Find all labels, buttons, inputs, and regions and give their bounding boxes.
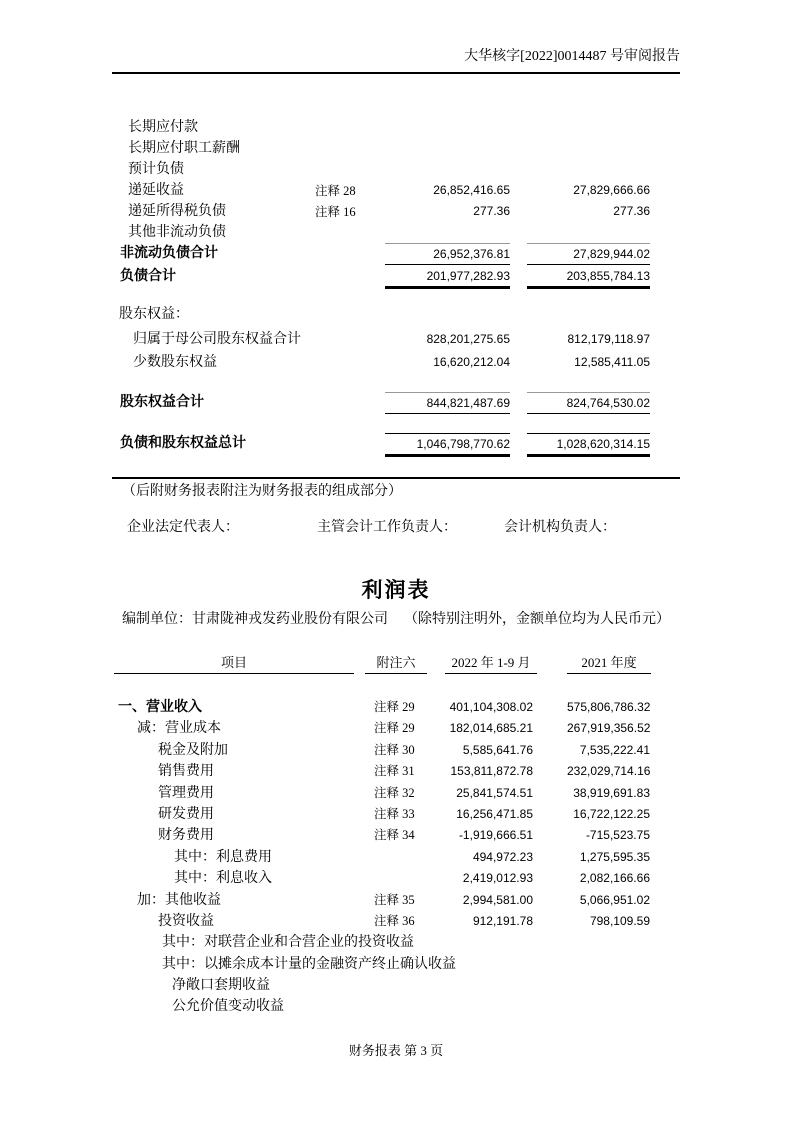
table-row (112, 740, 680, 761)
table-row (112, 868, 680, 889)
row-label: 负债和股东权益总计 (120, 436, 246, 451)
section-divider-rule (112, 477, 680, 479)
note-reference: 注释 36 (374, 913, 415, 928)
table-row (112, 975, 680, 996)
amount-2021: 16,722,122.25 (573, 806, 650, 821)
row-label: 预计负债 (128, 162, 184, 177)
document-reference-header: 大华核字[2022]0014487 号审阅报告 (112, 48, 680, 74)
row-label: 财务费用 (158, 828, 214, 844)
note-reference: 注释 31 (374, 764, 415, 779)
table-row (112, 117, 680, 139)
amount-col1: 16,620,212.04 (433, 355, 510, 369)
table-row (112, 761, 680, 782)
table-row (112, 352, 680, 374)
prepared-by: 编制单位：甘肃陇神戎发药业股份有限公司 (122, 612, 388, 627)
income-statement-title: 利润表 (361, 578, 431, 602)
row-label: 一、营业收入 (118, 700, 202, 715)
row-label: 其中：利息收入 (174, 871, 272, 887)
column-header-note: 附注六 (365, 653, 427, 674)
row-label: 投资收益 (158, 913, 214, 929)
amount-col2: 1,028,620,314.15 (527, 433, 650, 457)
table-row (112, 138, 680, 160)
row-label: 长期应付职工薪酬 (128, 141, 240, 156)
table-row (112, 697, 680, 718)
amount-col1: 844,821,487.69 (385, 392, 510, 414)
amount-col2: 27,829,944.02 (527, 243, 650, 265)
row-label: 股东权益合计 (120, 395, 204, 410)
table-row (112, 718, 680, 739)
row-label: 非流动负债合计 (120, 246, 218, 261)
note-reference: 注释 34 (374, 828, 415, 843)
table-row-subtotal (112, 243, 680, 265)
amount-col2: 203,855,784.13 (527, 266, 650, 289)
amount-2022: 401,104,308.02 (449, 700, 533, 714)
amount-2021: 232,029,714.16 (567, 764, 651, 779)
table-row (112, 954, 680, 975)
row-label: 少数股东权益 (133, 355, 217, 370)
amount-col2: 27,829,666.66 (573, 183, 650, 197)
signature-row (112, 517, 680, 539)
income-table-body (112, 697, 680, 1018)
amount-2022: 2,994,581.00 (462, 892, 533, 907)
row-label: 加：其他收益 (137, 892, 221, 908)
amount-col2: 812,179,118.97 (567, 332, 650, 346)
amount-col1: 26,952,376.81 (385, 243, 510, 265)
amount-col2: 277.36 (613, 204, 650, 218)
amount-2022: 25,841,574.51 (456, 785, 533, 800)
amount-2021: 5,066,951.02 (579, 892, 650, 907)
section-heading-row (112, 304, 680, 326)
row-label: 公允价值变动收益 (172, 999, 284, 1015)
table-row (112, 783, 680, 804)
section-heading: 股东权益： (119, 307, 189, 322)
amount-2021: 575,806,786.32 (567, 700, 651, 714)
row-label: 其中：利息费用 (174, 849, 272, 865)
row-label: 长期应付款 (128, 120, 198, 135)
amount-2022: 494,972.23 (472, 849, 533, 864)
table-row (112, 890, 680, 911)
table-row (112, 222, 680, 244)
column-header-2022: 2022 年 1-9 月 (445, 653, 537, 674)
amount-2021: 267,919,356.52 (567, 721, 651, 736)
row-label: 其他非流动负债 (128, 225, 226, 240)
table-row (112, 201, 680, 223)
amount-col1: 26,852,416.65 (433, 183, 510, 197)
amount-2021: 798,109.59 (589, 913, 650, 928)
income-table-header (112, 653, 680, 675)
note-reference: 注释 32 (374, 785, 415, 800)
row-label: 减：营业成本 (137, 721, 221, 737)
amount-2022: 153,811,872.78 (450, 764, 533, 779)
income-statement-meta-row (112, 609, 680, 631)
amount-col1: 277.36 (473, 204, 510, 218)
column-header-item: 项目 (114, 653, 354, 674)
amount-2022: 5,585,641.76 (462, 742, 533, 757)
row-label: 递延收益 (128, 183, 184, 198)
row-label: 负债合计 (120, 269, 176, 284)
table-row (112, 825, 680, 846)
amount-col1: 201,977,282.93 (385, 266, 510, 289)
table-row (112, 932, 680, 953)
table-row (112, 804, 680, 825)
amount-2021: 2,082,166.66 (579, 871, 650, 886)
page-footer: 财务报表 第 3 页 (348, 1043, 444, 1058)
note-reference: 注释 30 (374, 742, 415, 757)
table-row-total (112, 266, 680, 288)
amount-2022: 2,419,012.93 (462, 871, 533, 886)
row-label: 其中：以摊余成本计量的金融资产终止确认收益 (162, 956, 456, 972)
chief-accountant-label: 主管会计工作负责人： (317, 520, 457, 535)
legal-representative-label: 企业法定代表人： (127, 520, 239, 535)
row-label: 销售费用 (158, 764, 214, 780)
row-label: 其中：对联营企业和合营企业的投资收益 (162, 935, 414, 951)
row-label: 研发费用 (158, 806, 214, 822)
row-label: 归属于母公司股东权益合计 (133, 332, 301, 347)
amount-2022: 182,014,685.21 (449, 721, 533, 736)
table-row (112, 180, 680, 202)
note-reference: 注释 29 (374, 721, 415, 736)
amount-col2: 824,764,530.02 (527, 392, 650, 414)
amount-2021: -715,523.75 (585, 828, 650, 843)
table-row (112, 847, 680, 868)
amount-2022: -1,919,666.51 (458, 828, 533, 843)
table-row (112, 996, 680, 1017)
amount-col2: 12,585,411.05 (574, 355, 650, 369)
table-row (112, 329, 680, 351)
note-reference: 注释 28 (315, 184, 356, 198)
currency-note: （除特别注明外，金额单位均为人民币元） (404, 612, 670, 627)
amount-col1: 828,201,275.65 (426, 332, 510, 346)
note-reference: 注释 16 (315, 205, 356, 219)
amount-2021: 38,919,691.83 (573, 785, 650, 800)
note-reference: 注释 35 (374, 892, 415, 907)
row-label: 递延所得税负债 (128, 204, 226, 219)
amount-2021: 1,275,595.35 (579, 849, 650, 864)
amount-2022: 912,191.78 (472, 913, 533, 928)
amount-2021: 7,535,222.41 (579, 742, 650, 757)
column-header-2021: 2021 年度 (567, 653, 651, 674)
row-label: 税金及附加 (158, 742, 228, 758)
table-row (112, 159, 680, 181)
amount-2022: 16,256,471.85 (456, 806, 533, 821)
row-label: 净敞口套期收益 (172, 978, 270, 994)
table-row-grand-total (112, 433, 680, 455)
note-reference: 注释 33 (374, 806, 415, 821)
accounting-dept-head-label: 会计机构负责人： (504, 520, 616, 535)
attachment-note: （后附财务报表附注为财务报表的组成部分） (122, 484, 402, 499)
amount-col1: 1,046,798,770.62 (385, 433, 510, 457)
row-label: 管理费用 (158, 785, 214, 801)
note-reference: 注释 29 (374, 700, 415, 714)
table-row-subtotal (112, 392, 680, 414)
table-row (112, 911, 680, 932)
